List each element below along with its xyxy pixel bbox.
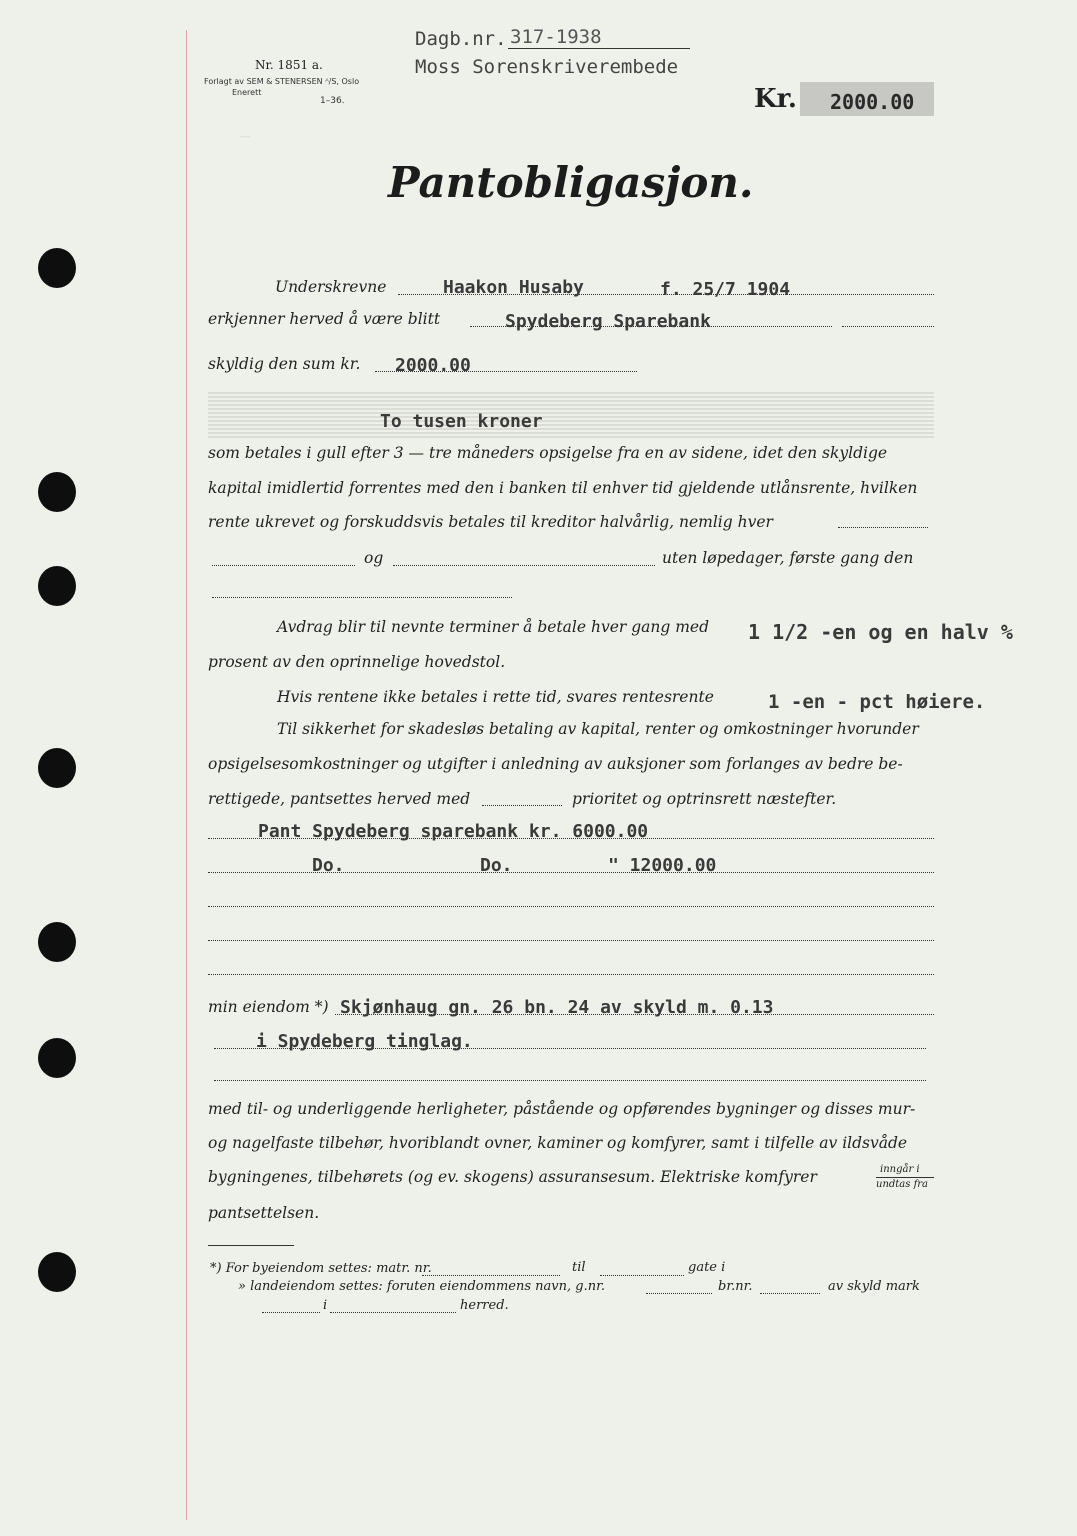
dagb-value: 317-1938 bbox=[510, 26, 602, 48]
footnote-line bbox=[760, 1293, 820, 1294]
sum-label: skyldig den sum kr. bbox=[208, 355, 361, 373]
body-line: uten løpedager, første gang den bbox=[662, 549, 914, 567]
punch-hole bbox=[38, 472, 76, 512]
body-og: og bbox=[364, 549, 384, 567]
footnote-text: av skyld mark bbox=[828, 1279, 920, 1294]
term-line bbox=[212, 565, 355, 566]
publisher-enerett: Enerett bbox=[232, 88, 262, 97]
form-number: Nr. 1851 a. bbox=[255, 58, 323, 72]
acknowledge-label: erkjenner herved å være blitt bbox=[208, 310, 441, 328]
kr-label: Kr. bbox=[754, 84, 797, 114]
undersigned-value: Haakon Husaby bbox=[443, 277, 584, 298]
punch-hole bbox=[38, 1038, 76, 1078]
pant-line bbox=[208, 974, 934, 975]
dagb-underline bbox=[508, 48, 690, 49]
sum-words-band bbox=[208, 392, 934, 438]
footnote-text: til bbox=[572, 1260, 586, 1275]
body-line: som betales i gull efter 3 — tre måneders opsigelse fra en av sidene, idet den skyldige bbox=[208, 444, 888, 462]
creditor-value: Spydeberg Sparebank bbox=[505, 311, 711, 332]
eiendom-label: min eiendom *) bbox=[208, 998, 329, 1016]
footnote-line bbox=[422, 1275, 560, 1276]
body-line: opsigelsesomkostninger og utgifter i anledning av auksjoner som forlanges av bedre be- bbox=[208, 755, 903, 773]
publisher-date: 1–36. bbox=[320, 96, 345, 106]
punch-hole bbox=[38, 566, 76, 606]
eiendom-line bbox=[214, 1080, 926, 1081]
pant-line bbox=[208, 940, 934, 941]
pant-entry-1: Pant Spydeberg sparebank kr. 6000.00 bbox=[258, 821, 649, 842]
body-line: rente ukrevet og forskuddsvis betales til kreditor halvårlig, nemlig hver bbox=[208, 513, 773, 531]
publisher-line: Forlagt av SEM & STENERSEN ᴬ/S, Oslo bbox=[204, 77, 360, 86]
fraction-line bbox=[876, 1177, 934, 1178]
footnote-text: br.nr. bbox=[718, 1279, 753, 1294]
renter-label: Hvis rentene ikke betales i rette tid, svares rentesrente bbox=[277, 688, 714, 706]
term-line bbox=[838, 527, 928, 528]
footnote-rule bbox=[208, 1245, 294, 1246]
body-line: og nagelfaste tilbehør, hvoriblandt ovner, kaminer og komfyrer, samt i tilfelle av ildsvåde bbox=[208, 1134, 908, 1152]
body-line: rettigede, pantsettes herved med bbox=[208, 790, 471, 808]
birth-value: f. 25/7 1904 bbox=[660, 279, 791, 300]
footnote-line bbox=[330, 1312, 456, 1313]
renter-value: 1 -en - pct høiere. bbox=[768, 691, 986, 713]
body-line: prioritet og optrinsrett næstefter. bbox=[572, 790, 837, 808]
priority-line bbox=[482, 805, 562, 806]
punch-hole bbox=[38, 248, 76, 288]
document-title: Pantobligasjon. bbox=[388, 158, 754, 207]
pant-entry-2a: Do. bbox=[312, 855, 345, 876]
body-line: Til sikkerhet for skadesløs betaling av kapital, renter og omkostninger hvorunder bbox=[277, 720, 919, 738]
undersigned-label: Underskrevne bbox=[275, 278, 387, 296]
kr-value: 2000.00 bbox=[830, 90, 915, 114]
office-name: Moss Sorenskriverembede bbox=[415, 56, 679, 78]
footnote-line bbox=[646, 1293, 712, 1294]
avdrag-value: 1 1/2 -en og en halv % bbox=[748, 620, 1013, 644]
sum-words: To tusen kroner bbox=[380, 411, 543, 432]
footnote-text: i bbox=[323, 1298, 328, 1313]
margin-line bbox=[186, 30, 187, 1520]
pant-entry-2c: " 12000.00 bbox=[608, 855, 717, 876]
footnote-line bbox=[600, 1275, 684, 1276]
footnote-text: gate i bbox=[688, 1260, 726, 1275]
footnote-line bbox=[262, 1312, 320, 1313]
footnote-text: » landeiendom settes: foruten eiendommens navn, g.nr. bbox=[238, 1279, 605, 1294]
body-line: pantsettelsen. bbox=[208, 1204, 320, 1222]
bleed-through-text: — bbox=[240, 130, 251, 143]
body-line: kapital imidlertid forrentes med den i banken til enhver tid gjeldende utlånsrente, hvilken bbox=[208, 479, 918, 497]
body-line: prosent av den oprinnelige hovedstol. bbox=[208, 653, 506, 671]
first-date-line bbox=[212, 597, 512, 598]
sum-value: 2000.00 bbox=[395, 355, 471, 376]
body-line: med til- og underliggende herligheter, påstående og opførendes bygninger og disses mur- bbox=[208, 1100, 916, 1118]
eiendom-value-2: i Spydeberg tinglag. bbox=[256, 1031, 473, 1052]
eiendom-value: Skjønhaug gn. 26 bn. 24 av skyld m. 0.13 bbox=[340, 997, 774, 1018]
creditor-line-extra bbox=[842, 326, 934, 327]
body-line: bygningenes, tilbehørets (og ev. skogens) assuransesum. Elektriske komfyrer bbox=[208, 1168, 817, 1186]
avdrag-label: Avdrag blir til nevnte terminer å betale hver gang med bbox=[277, 618, 709, 636]
punch-hole bbox=[38, 748, 76, 788]
footnote-text: herred. bbox=[460, 1298, 509, 1313]
undtas-text: undtas fra bbox=[876, 1179, 929, 1190]
term-line bbox=[393, 565, 655, 566]
punch-hole bbox=[38, 922, 76, 962]
pant-line bbox=[208, 906, 934, 907]
pant-entry-2b: Do. bbox=[480, 855, 513, 876]
footnote-text: *) For byeiendom settes: matr. nr. bbox=[210, 1261, 432, 1276]
punch-hole bbox=[38, 1252, 76, 1292]
inngar-text: inngår i bbox=[880, 1164, 920, 1175]
dagb-label: Dagb.nr. bbox=[415, 28, 507, 50]
